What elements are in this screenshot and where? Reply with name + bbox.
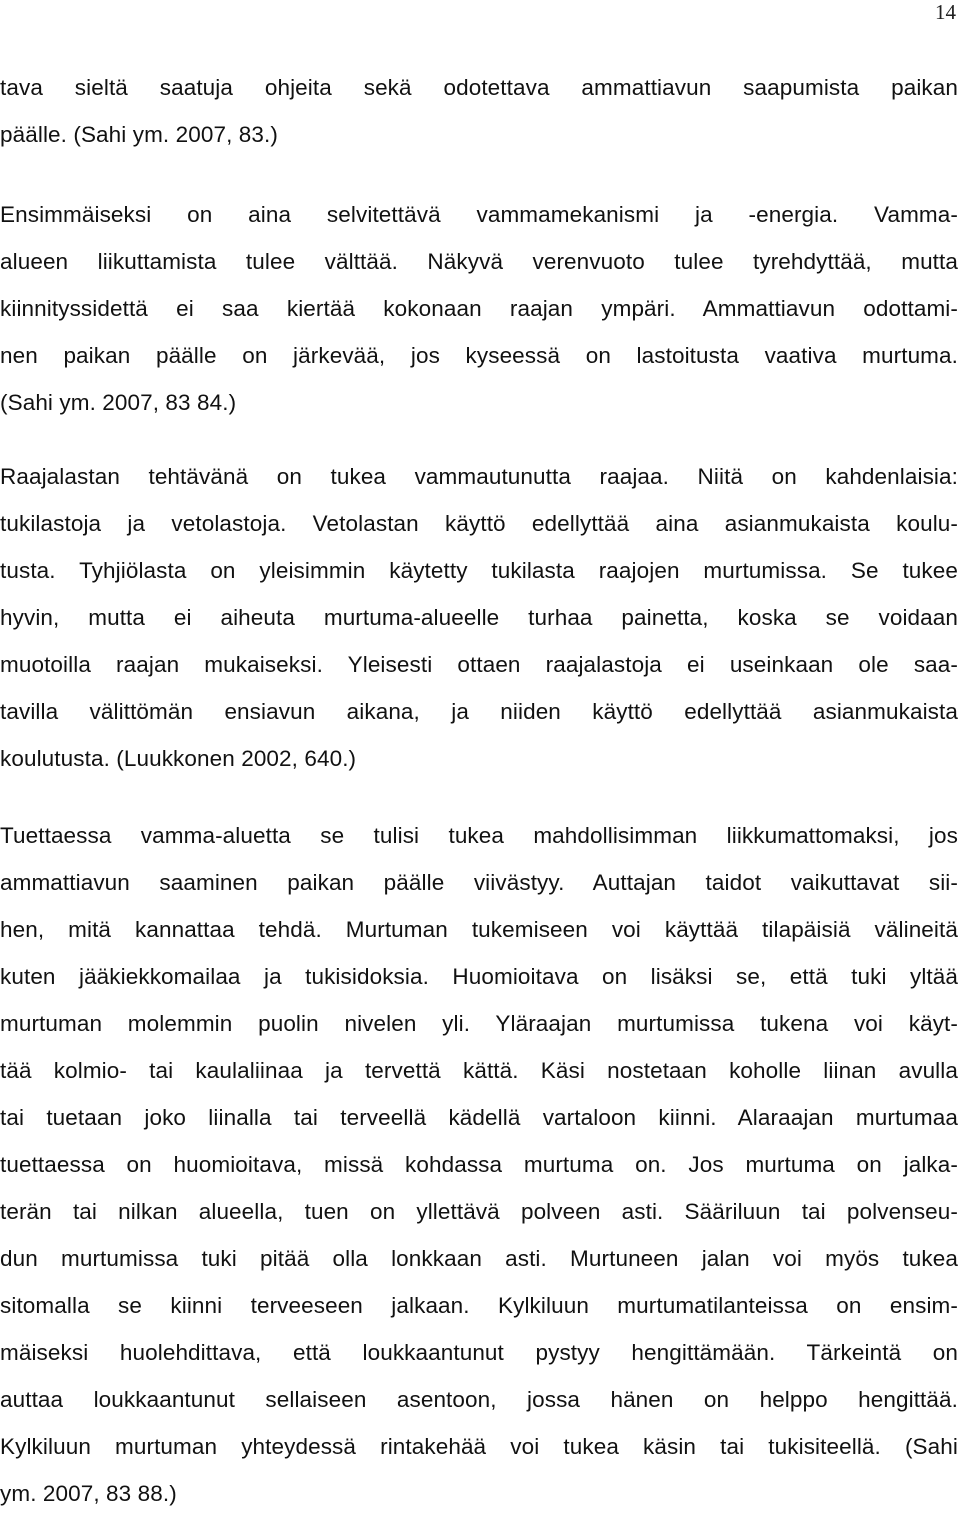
text-line: alueen liikuttamista tulee välttää. Näkyvä verenvuoto tulee tyrehdyttää, mutta: [0, 249, 958, 274]
text-line: kiinnityssidettä ei saa kiertää kokonaan raajan ympäri. Ammattiavun odottami-: [0, 296, 958, 321]
text-line: Kylkiluun murtuman yhteydessä rintakehää voi tukea käsin tai tukisiteellä. (Sahi: [0, 1434, 958, 1459]
text-line: dun murtumissa tuki pitää olla lonkkaan asti. Murtuneen jalan voi myös tukea: [0, 1246, 958, 1271]
text-line: terän tai nilkan alueella, tuen on yllettävä polveen asti. Sääriluun tai polvenseu-: [0, 1199, 958, 1224]
text-line: Tuettaessa vamma-aluetta se tulisi tukea mahdollisimman liikkumattomaksi, jos: [0, 823, 958, 848]
text-line: tavilla välittömän ensiavun aikana, ja niiden käyttö edellyttää asianmukaista: [0, 699, 958, 724]
text-line: mäiseksi huolehdittava, että loukkaantunut pystyy hengittämään. Tärkeintä on: [0, 1340, 958, 1365]
text-line: hen, mitä kannattaa tehdä. Murtuman tukemiseen voi käyttää tilapäisiä välineitä: [0, 917, 958, 942]
text-line: nen paikan päälle on järkevää, jos kyseessä on lastoitusta vaativa murtuma.: [0, 343, 958, 368]
text-line: tai tuetaan joko liinalla tai terveellä kädellä vartaloon kiinni. Alaraajan murtumaa: [0, 1105, 958, 1130]
text-line: päälle. (Sahi ym. 2007, 83.): [0, 122, 278, 147]
text-line: ammattiavun saaminen paikan päälle viivästyy. Auttajan taidot vaikuttavat sii-: [0, 870, 958, 895]
text-line: auttaa loukkaantunut sellaiseen asentoon, jossa hänen on helppo hengittää.: [0, 1387, 958, 1412]
paragraph-2: [0, 191, 958, 426]
paragraph-1: [0, 64, 958, 158]
text-line: koulutusta. (Luukkonen 2002, 640.): [0, 746, 357, 771]
text-line: sitomalla se kiinni terveeseen jalkaan. Kylkiluun murtumatilanteissa on ensim-: [0, 1293, 958, 1318]
text-line: ym. 2007, 83 88.): [0, 1481, 177, 1506]
text-line: hyvin, mutta ei aiheuta murtuma-alueelle turhaa painetta, koska se voidaan: [0, 605, 958, 630]
text-line: tää kolmio- tai kaulaliinaa ja tervettä kättä. Käsi nostetaan koholle liinan avulla: [0, 1058, 958, 1083]
page-number: 14: [935, 0, 956, 24]
text-line: tusta. Tyhjiölasta on yleisimmin käytetty tukilasta raajojen murtumissa. Se tukee: [0, 558, 958, 583]
text-line: kuten jääkiekkomailaa ja tukisidoksia. Huomioitava on lisäksi se, että tuki yltää: [0, 964, 958, 989]
paragraph-4: [0, 812, 958, 1517]
text-line: (Sahi ym. 2007, 83 84.): [0, 390, 237, 415]
text-line: Raajalastan tehtävänä on tukea vammautunutta raajaa. Niitä on kahdenlaisia:: [0, 464, 958, 489]
text-line: tukilastoja ja vetolastoja. Vetolastan käyttö edellyttää aina asianmukaista koulu-: [0, 511, 958, 536]
paragraph-3: [0, 453, 958, 782]
text-line: Ensimmäiseksi on aina selvitettävä vammamekanismi ja -energia. Vamma-: [0, 202, 958, 227]
text-line: muotoilla raajan mukaiseksi. Yleisesti ottaen raajalastoja ei useinkaan ole saa-: [0, 652, 958, 677]
text-line: tuettaessa on huomioitava, missä kohdassa murtuma on. Jos murtuma on jalka-: [0, 1152, 958, 1177]
text-line: tava sieltä saatuja ohjeita sekä odotettava ammattiavun saapumista paikan: [0, 75, 958, 100]
text-line: murtuman molemmin puolin nivelen yli. Yläraajan murtumissa tukena voi käyt-: [0, 1011, 958, 1036]
